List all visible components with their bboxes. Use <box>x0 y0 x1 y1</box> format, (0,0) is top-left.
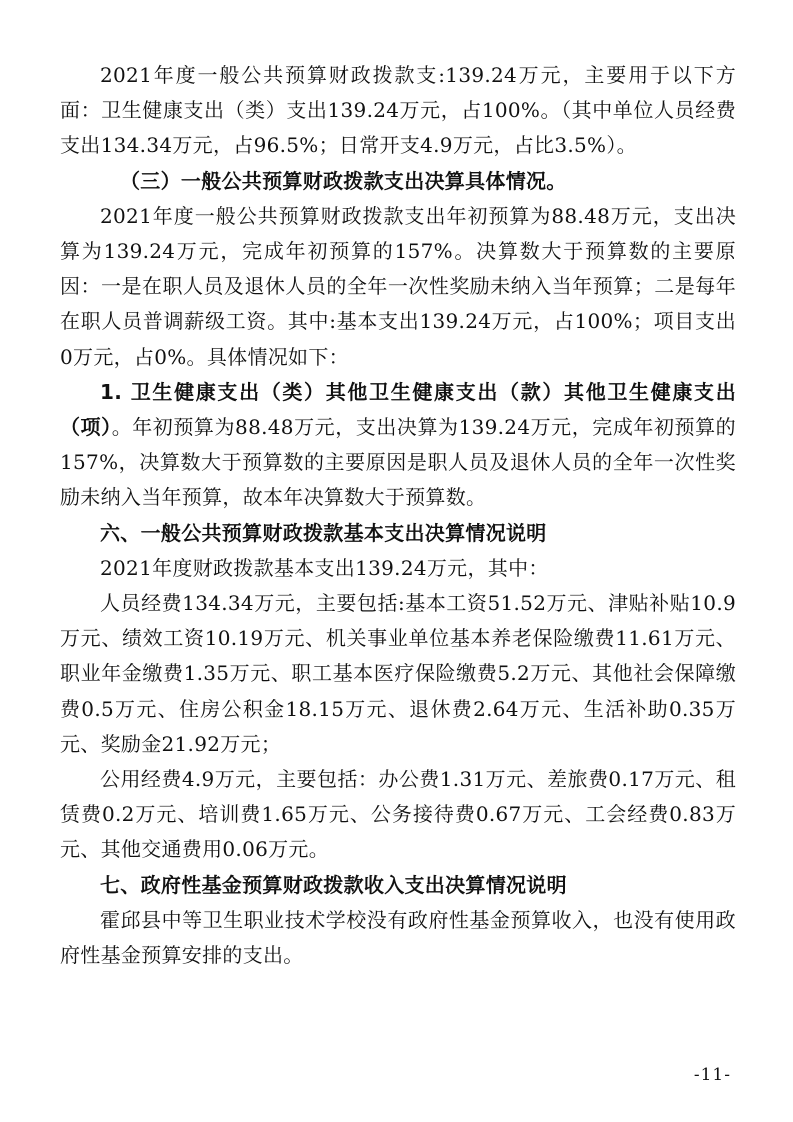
section-heading-government-fund: 七、政府性基金预算财政拨款收入支出决算情况说明 <box>100 872 567 897</box>
health-expenditure-item-title: 1. 卫生健康支出（类）其他卫生健康支出（款）其他卫生健康支出（项） <box>60 379 736 440</box>
paragraph-basic-expenditure-total: 2021年度财政拨款基本支出139.24万元，其中： <box>100 555 549 580</box>
paragraph-government-fund-none: 霍邱县中等卫生职业技术学校没有政府性基金预算收入，也没有使用政府性基金预算安排的支出。 <box>60 907 736 968</box>
paragraph-personnel-expenses: 人员经费134.34万元，主要包括:基本工资51.52万元、津贴补贴10.9万元、绩效工资10.19万元、机关事业单位基本养老保险缴费11.61万元、职业年金缴费1.35万元、职工基本医疗保险缴费5.2万元、其他社会保障缴费0.5万元、住房公积金18.15万元、退休费2.64万元、生活补助0.35万元、奖励金21.92万元； <box>60 591 736 756</box>
health-expenditure-item-detail: 。年初预算为88.48万元，支出决算为139.24万元，完成年初预算的157%，决算数大于预算数的主要原因是职人员及退休人员的全年一次性奖励未纳入当年预算，故本年决算数大于预算数。 <box>60 415 736 510</box>
page-number: -11- <box>693 1065 731 1085</box>
paragraph-expenditure-summary: 2021年度一般公共预算财政拨款支:139.24万元，主要用于以下方面：卫生健康支出（类）支出139.24万元，占100%。（其中单位人员经费支出134.34万元，占96.5%；日常开支4.9万元，占比3.5%）。 <box>60 63 736 158</box>
paragraph-public-expenses: 公用经费4.9万元，主要包括：办公费1.31万元、差旅费0.17万元、租赁费0.2万元、培训费1.65万元、公务接待费0.67万元、工会经费0.83万元、其他交通费用0.06万元。 <box>60 767 736 862</box>
paragraph-budget-vs-final: 2021年度一般公共预算财政拨款支出年初预算为88.48万元，支出决算为139.24万元，完成年初预算的157%。决算数大于预算数的主要原因：一是在职人员及退休人员的全年一次性奖励未纳入当年预算；二是每年在职人员普调薪级工资。其中:基本支出139.24万元，占100%；项目支出0万元，占0%。具体情况如下： <box>60 203 736 369</box>
section-heading-general-budget-details: （三）一般公共预算财政拨款支出决算具体情况。 <box>120 168 567 193</box>
paragraph-health-expenditure-item <box>60 375 736 516</box>
document-body <box>60 58 736 973</box>
section-heading-basic-expenditure: 六、一般公共预算财政拨款基本支出决算情况说明 <box>100 520 547 545</box>
